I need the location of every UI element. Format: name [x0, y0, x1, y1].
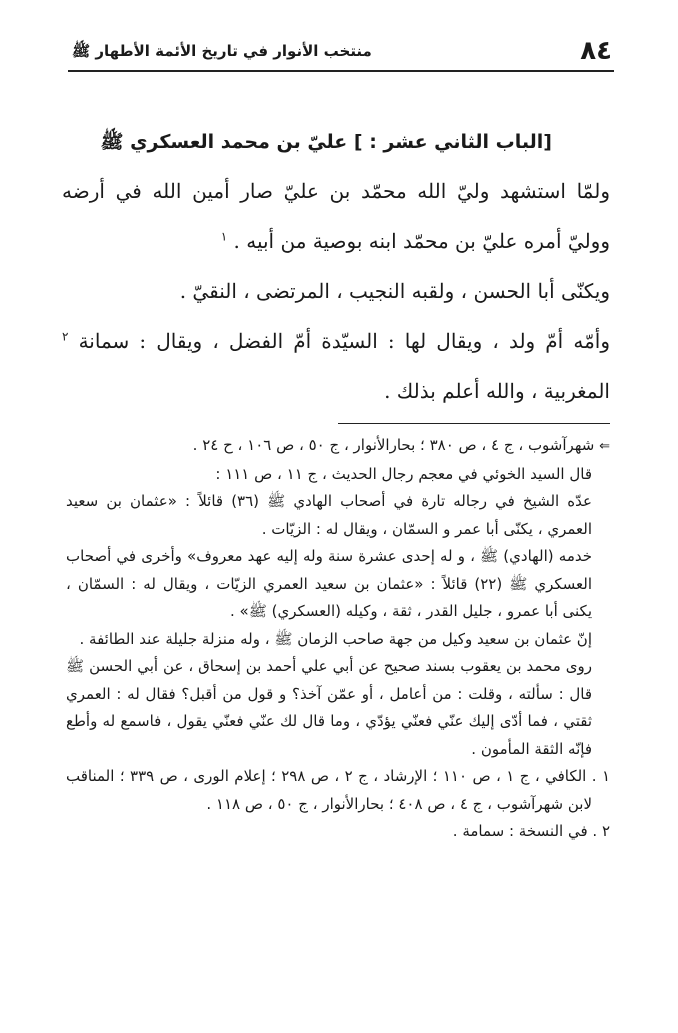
chapter-heading: [الباب الثاني عشر : ] عليّ بن محمد العسكري ﷺ: [100, 131, 552, 153]
running-title: منتخب الأنوار في تاريخ الأئمة الأطهار ﷺ: [72, 42, 372, 60]
continuation-arrow-icon: ⇐: [599, 439, 610, 454]
footnote-quote-4: روى محمد بن يعقوب بسند صحيح عن أبي علي أحمد بن إسحاق ، عن أبي الحسن ﷺ قال : سألته ، وقلت : من أعامل ، أو عمّن آخذ؟ و قول من أقبل؟ فقال له : العمري ثقتي ، فما أدّى إليك عنّي فعنّي يؤدّي ، وما قال لك عنّي فعنّي يقول ، فاسمع له وأطع فإنّه الثقة المأمون .: [66, 657, 592, 758]
footnote-quote-1: عدّه الشيخ في رجاله تارة في أصحاب الهادي ﷺ (٣٦) قائلاً : «عثمان بن سعيد العمري ، يكنّى أبا عمر و السمّان ، ويقال له : الزيّات .: [66, 492, 592, 538]
footnote-quote-2: خدمه (الهادي) ﷺ ، و له إحدى عشرة سنة وله إليه عهد معروف» وأخرى في أصحاب العسكري ﷺ (٢٢) قائلاً : «عثمان بن سعيد العمري الزيّات ، ويقال له : السمّان ، يكنى أبا عمرو ، جليل القدر ، ثقة ، وكيله (العسكري) ﷺ» .: [66, 547, 592, 620]
paragraph-1: [62, 166, 610, 266]
paragraph-1-text: ولمّا استشهد وليّ الله محمّد بن عليّ صار أمين الله في أرضه ووليّ أمره عليّ بن محمّد ابنه بوصية من أبيه .: [62, 179, 610, 253]
footnote-ref-2: ٢: [62, 329, 69, 344]
page-header: [68, 36, 614, 72]
footnote-quote-3: إنّ عثمان بن سعيد وكيل من جهة صاحب الزمان ﷺ ، وله منزلة جليلة عند الطائفة .: [79, 629, 592, 648]
page-number: ٨٤: [580, 36, 612, 66]
footnote-continued: [66, 432, 610, 461]
footnote-continued-text: شهرآشوب ، ج ٤ ، ص ٣٨٠ ؛ بحارالأنوار ، ج ٥٠ ، ص ١٠٦ ، ح ٢٤ .: [192, 436, 595, 454]
footnote-ref-1: ١: [220, 229, 228, 244]
paragraph-3: [62, 316, 610, 416]
footnote-2: ٢ . في النسخة : سمامة .: [452, 822, 610, 840]
main-text: [62, 166, 610, 416]
footnotes: [66, 432, 610, 846]
footnote-1: ١ . الكافي ، ج ١ ، ص ١١٠ ؛ الإرشاد ، ج ٢ ، ص ٢٩٨ ؛ إعلام الورى ، ص ٣٣٩ ؛ المناقب لابن شهرآشوب ، ج ٤ ، ص ٤٠٨ ؛ بحارالأنوار ، ج ٥٠ ، ص ١١٨ .: [66, 767, 611, 813]
paragraph-3-text-b: المغربية ، والله أعلم بذلك .: [384, 379, 610, 403]
paragraph-2: ويكنّى أبا الحسن ، ولقبه النجيب ، المرتضى ، النقيّ .: [179, 279, 610, 303]
footnote-divider: [338, 423, 610, 424]
footnote-quote-intro: قال السيد الخوئي في معجم رجال الحديث ، ج ١١ ، ص ١١١ :: [215, 464, 592, 483]
paragraph-3-text-a: وأمّه أمّ ولد ، ويقال لها : السيّدة أمّ الفضل ، ويقال : سمانة: [78, 329, 611, 353]
